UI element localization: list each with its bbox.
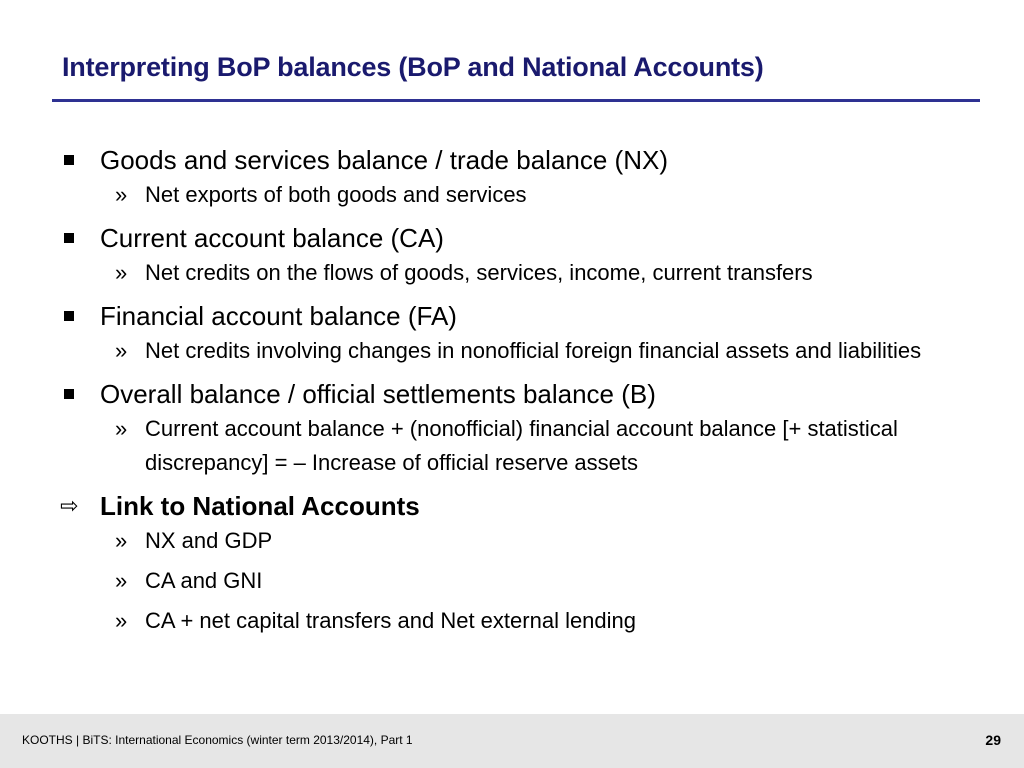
raquo-bullet-icon: » — [115, 338, 128, 363]
bullet-item — [60, 298, 980, 334]
bullet-text: Goods and services balance / trade balance (NX) — [100, 145, 668, 175]
sub-bullet-item — [60, 564, 965, 598]
square-bullet-icon — [64, 155, 74, 165]
sub-bullet-item — [60, 524, 965, 558]
sub-bullet-text: Net credits on the flows of goods, services, income, current transfers — [145, 260, 813, 285]
right-arrow-icon: ⇨ — [60, 493, 79, 518]
square-bullet-icon — [64, 233, 74, 243]
sub-bullet-item — [60, 178, 965, 212]
sub-bullet-item — [60, 412, 965, 480]
bullet-item — [60, 376, 980, 412]
bullet-item — [60, 220, 980, 256]
page-number: 29 — [985, 732, 1001, 748]
sub-bullet-text: Net credits involving changes in nonofficial foreign financial assets and liabilities — [145, 338, 922, 363]
sub-bullet-text: NX and GDP — [145, 528, 273, 553]
footer-caption: KOOTHS | BiTS: International Economics (winter term 2013/2014), Part 1 — [22, 733, 413, 747]
square-bullet-icon — [64, 311, 74, 321]
sub-bullet-text: CA and GNI — [145, 568, 263, 593]
square-bullet-icon — [64, 389, 74, 399]
bullet-item — [60, 142, 980, 178]
raquo-bullet-icon: » — [115, 608, 128, 633]
title-underline — [52, 99, 980, 102]
sub-bullet-item — [60, 604, 965, 638]
bullet-text: Current account balance (CA) — [100, 223, 444, 253]
link-bullet-item — [60, 488, 980, 524]
raquo-bullet-icon: » — [115, 260, 128, 285]
sub-bullet-text: Current account balance + (nonofficial) financial account balance [+ statistical discrepancy] = – Increase of official reserve assets — [145, 416, 898, 475]
bullet-text: Overall balance / official settlements balance (B) — [100, 379, 656, 409]
raquo-bullet-icon: » — [115, 182, 128, 207]
bullet-text: Financial account balance (FA) — [100, 301, 457, 331]
slide-footer — [0, 714, 1024, 768]
link-heading: Link to National Accounts — [100, 491, 420, 521]
sub-bullet-text: Net exports of both goods and services — [145, 182, 527, 207]
slide-content — [60, 142, 980, 638]
raquo-bullet-icon: » — [115, 416, 128, 441]
slide-title: Interpreting BoP balances (BoP and National Accounts) — [62, 52, 764, 82]
sub-bullet-item — [60, 334, 965, 368]
raquo-bullet-icon: » — [115, 528, 128, 553]
raquo-bullet-icon: » — [115, 568, 128, 593]
sub-bullet-item — [60, 256, 965, 290]
sub-bullet-text: CA + net capital transfers and Net external lending — [145, 608, 637, 633]
